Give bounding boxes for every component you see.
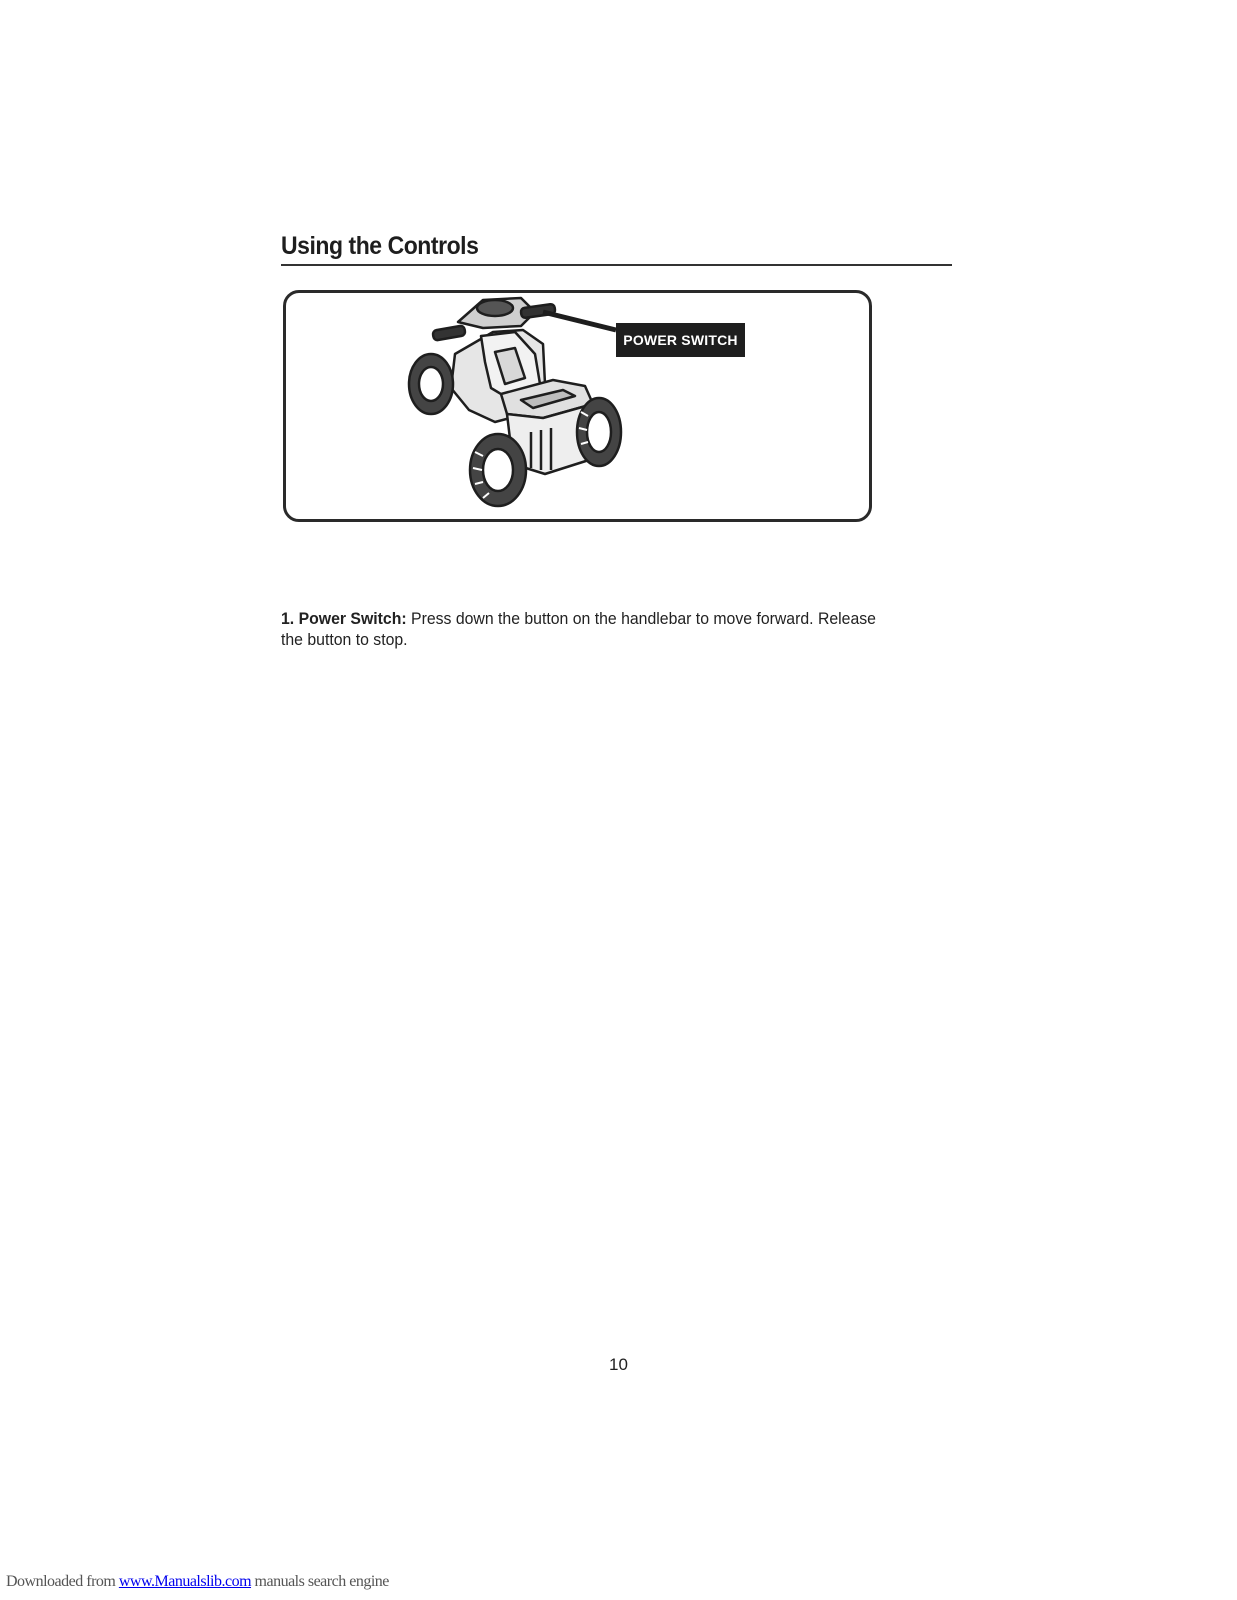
manualslib-link[interactable]: www.Manualslib.com — [118, 1573, 252, 1590]
title-rule — [281, 264, 952, 266]
callout-leader-line — [543, 312, 616, 330]
page-number: 10 — [609, 1355, 628, 1374]
footer-suffix: manuals search engine — [251, 1573, 389, 1590]
instruction-paragraph — [281, 608, 895, 650]
footer — [6, 1573, 389, 1591]
instruction-text: Press down the button on the handlebar to move forward. Release the button to stop. — [281, 609, 876, 649]
page-title: Using the Controls — [281, 232, 479, 260]
instruction-term: 1. Power Switch: — [281, 609, 407, 628]
power-switch-callout: POWER SWITCH — [616, 323, 745, 357]
footer-prefix: Downloaded from — [6, 1573, 119, 1590]
